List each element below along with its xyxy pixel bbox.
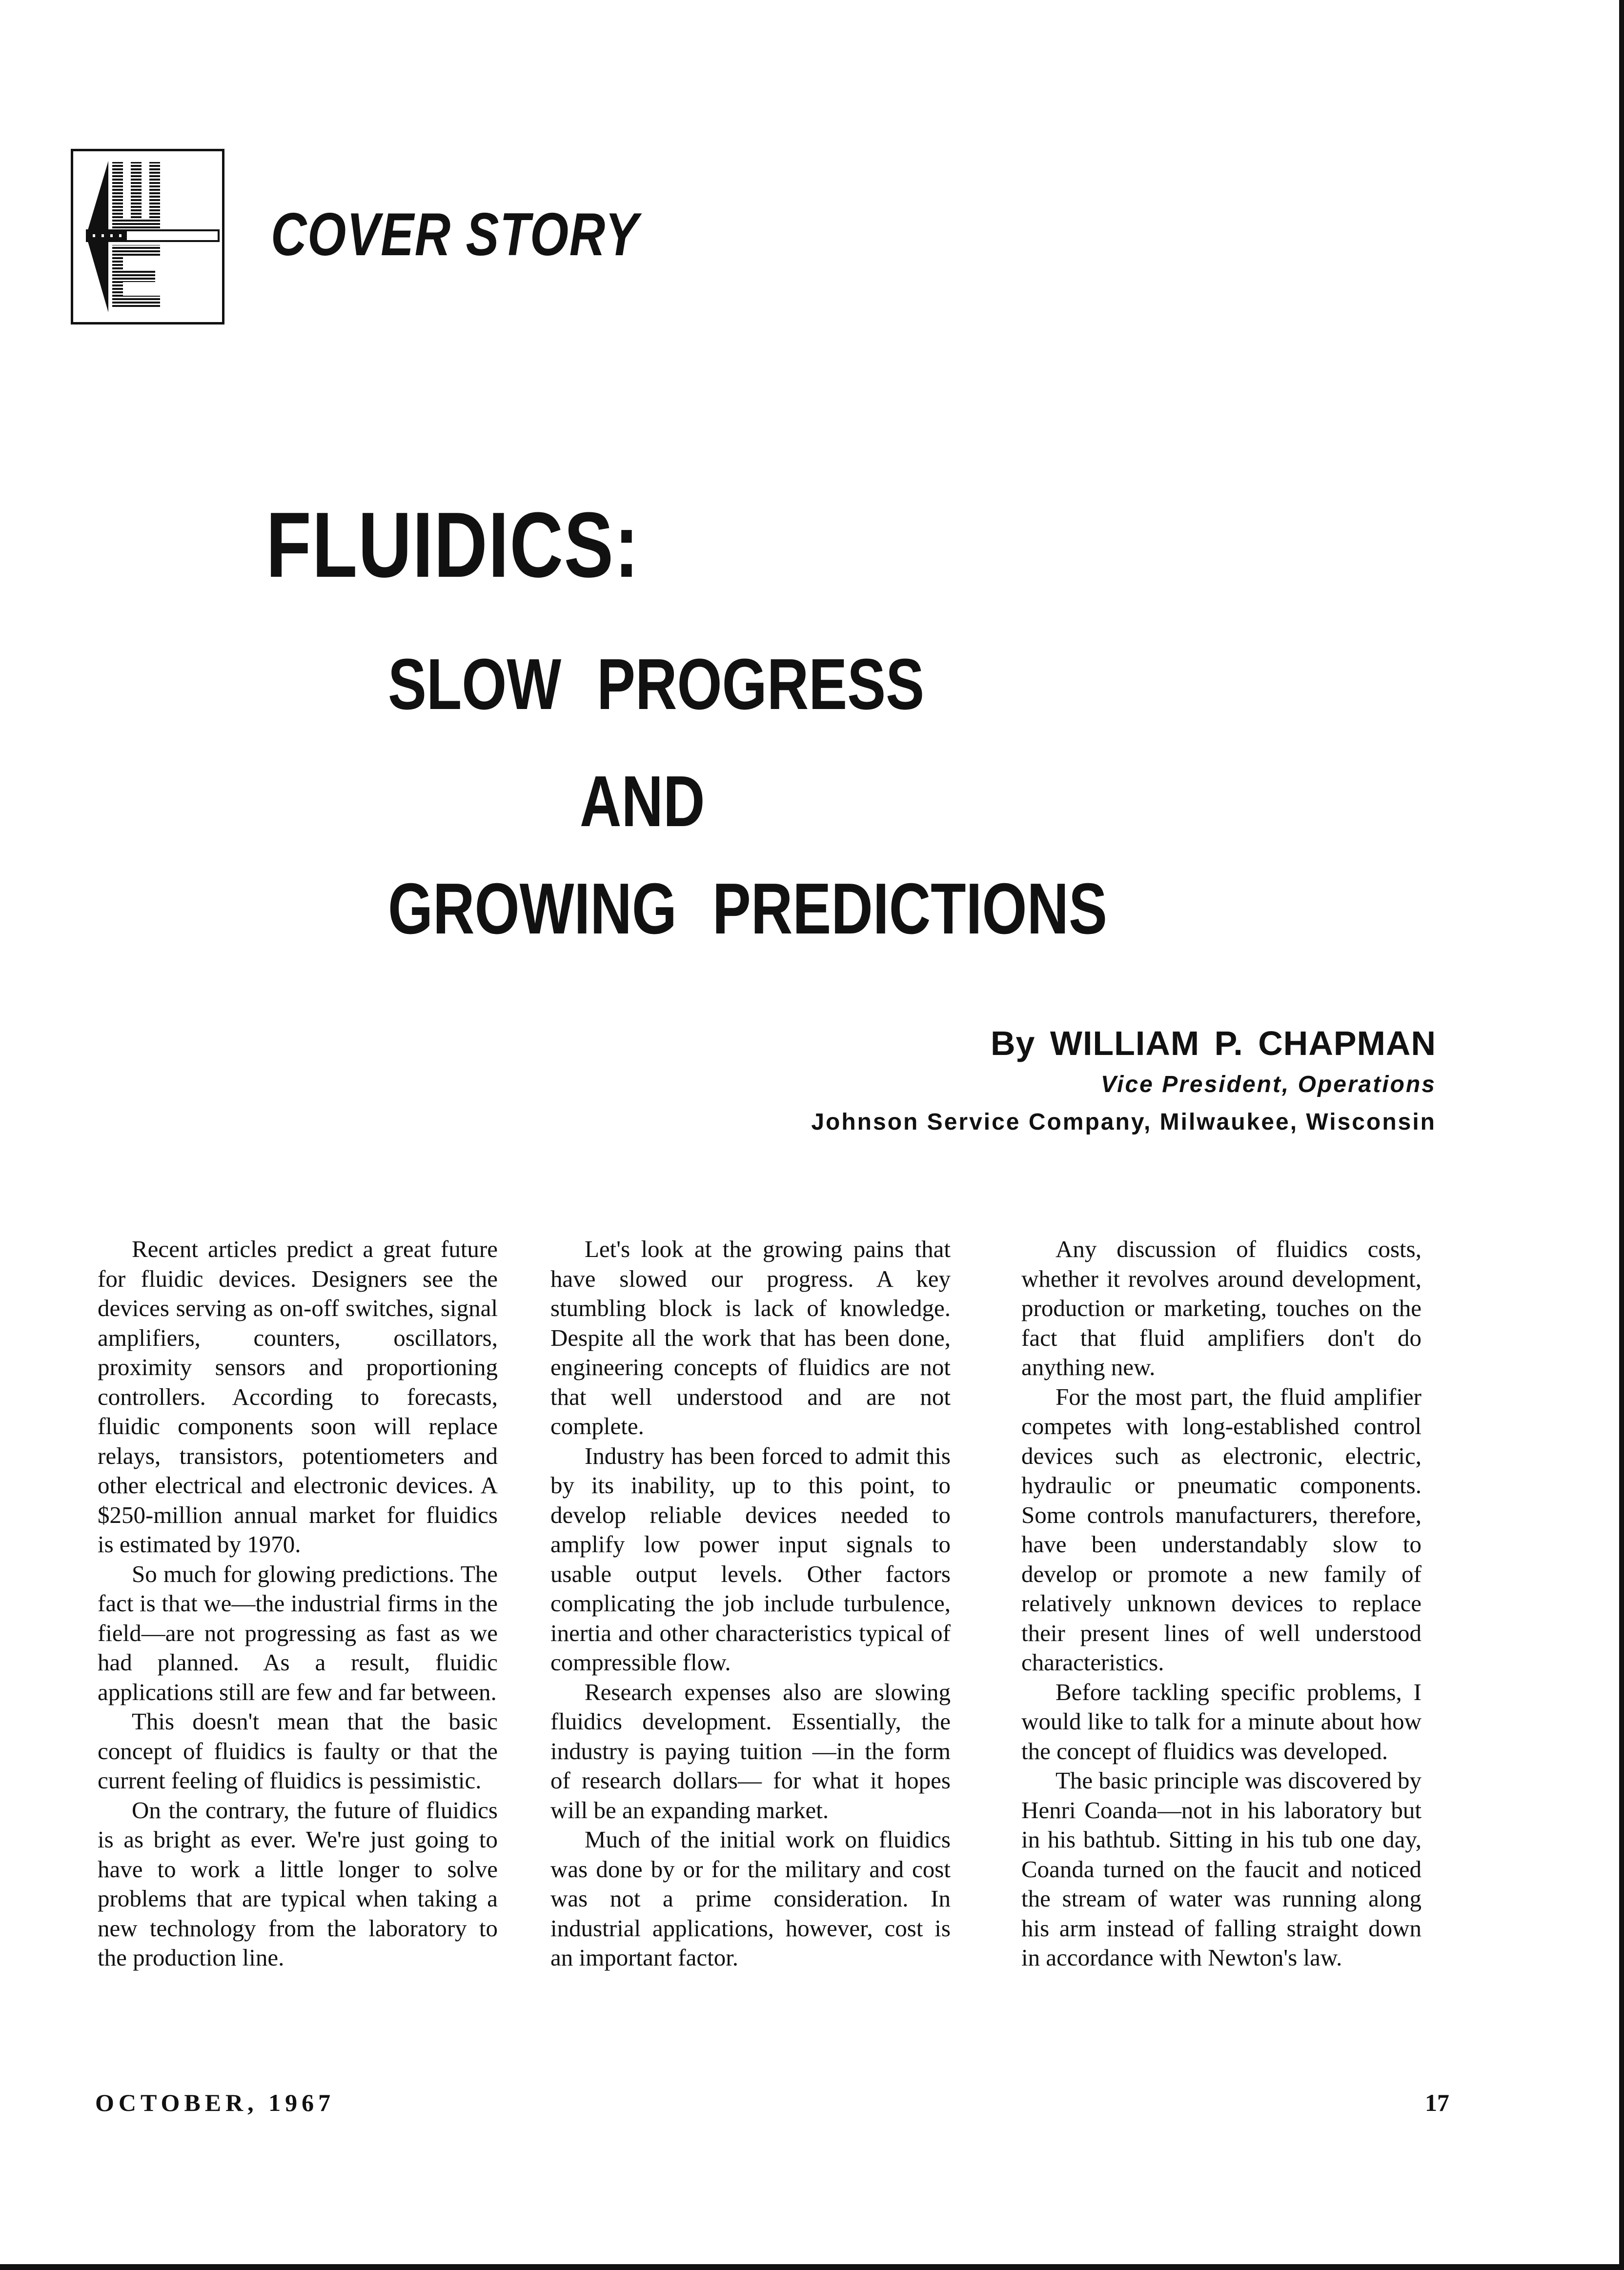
issue-date: OCTOBER, 1967 xyxy=(95,2089,335,2116)
author-company: Johnson Service Company, Milwaukee, Wisconsin xyxy=(811,1109,1436,1135)
paragraph: Much of the initial work on fluidics was done by or for the military and cost was not a prime consideration. In industrial applications, however, cost is an important factor. xyxy=(550,1826,951,1971)
headline-line-2: SLOW PROGRESS xyxy=(388,644,925,725)
article-column-2 xyxy=(550,1235,951,1973)
page-number: 17 xyxy=(1425,2089,1449,2116)
paragraph: On the contrary, the future of fluidics is as bright as ever. We're just going to have to work a little longer to solve problems that are typical when taking a new technology from the laboratory to the production line. xyxy=(98,1796,498,1971)
paragraph: Let's look at the growing pains that have slowed our progress. A key stumbling block is lack of knowledge. Despite all the work that has been done, engineering concepts of fluidics are not that well understood and are not complete. xyxy=(550,1236,951,1439)
paragraph: Any discussion of fluidics costs, whether it revolves around development, production or marketing, touches on the fact that fluid amplifiers don't do anything new. xyxy=(1021,1236,1421,1380)
headline-line-3: AND xyxy=(580,761,705,842)
paragraph: Industry has been forced to admit this by its inability, up to this point, to develop reliable devices needed to amplify low power input signals to usable output levels. Other factors complicating the job include turbulence, inertia and other characteristics typical of compressible flow. xyxy=(550,1442,951,1676)
paragraph: Recent articles predict a great future for fluidic devices. Designers see the devices serving as on-off switches, signal amplifiers, counters, oscillators, proximity sensors and proportioning controllers. According to forecasts, fluidic components soon will replace relays, transistors, potentiometers and other electrical and electronic devices. A $250-million annual market for fluidics is estimated by 1970. xyxy=(98,1236,498,1558)
paragraph: So much for glowing predictions. The fact is that we—the industrial firms in the field—are not progressing as fast as we had planned. As a result, fluidic applications still are few and far between. xyxy=(98,1560,498,1705)
page-edge-bottom xyxy=(0,2264,1624,2270)
paragraph: The basic principle was discovered by Henri Coanda—not in his laboratory but in his bathtub. Sitting in his tub one day, Coanda turned on the faucit and noticed the stream of water was running along his arm instead of falling straight down in accordance with Newton's law. xyxy=(1021,1767,1421,1971)
page-edge-right xyxy=(1619,0,1624,2270)
article-column-1 xyxy=(98,1235,498,1973)
byline xyxy=(811,1022,1436,1139)
paragraph: This doesn't mean that the basic concept of fluidics is faulty or that the current feeling of fluidics is pessimistic. xyxy=(98,1708,498,1794)
paragraph: Research expenses also are slowing fluidics development. Essentially, the industry is paying tuition —in the form of research dollars— for what it hopes will be an expanding market. xyxy=(550,1678,951,1824)
we-magazine-logo-icon xyxy=(71,149,224,324)
section-label: COVER STORY xyxy=(271,201,639,268)
author-position: Vice President, Operations xyxy=(1100,1072,1436,1097)
author-name: By WILLIAM P. CHAPMAN xyxy=(990,1024,1436,1062)
headline-line-4: GROWING PREDICTIONS xyxy=(388,869,1107,949)
paragraph: Before tackling specific problems, I would like to talk for a minute about how the concept of fluidics was developed. xyxy=(1021,1678,1421,1764)
headline-line-1: FLUIDICS: xyxy=(266,493,640,597)
paragraph: For the most part, the fluid amplifier competes with long-established control devices such as electronic, electric, hydraulic or pneumatic components. Some controls manufacturers, therefore, have been understandably slow to develop or promote a new family of relatively unknown devices to replace their present lines of well understood characteristics. xyxy=(1021,1383,1421,1676)
article-column-3 xyxy=(1021,1235,1421,1973)
